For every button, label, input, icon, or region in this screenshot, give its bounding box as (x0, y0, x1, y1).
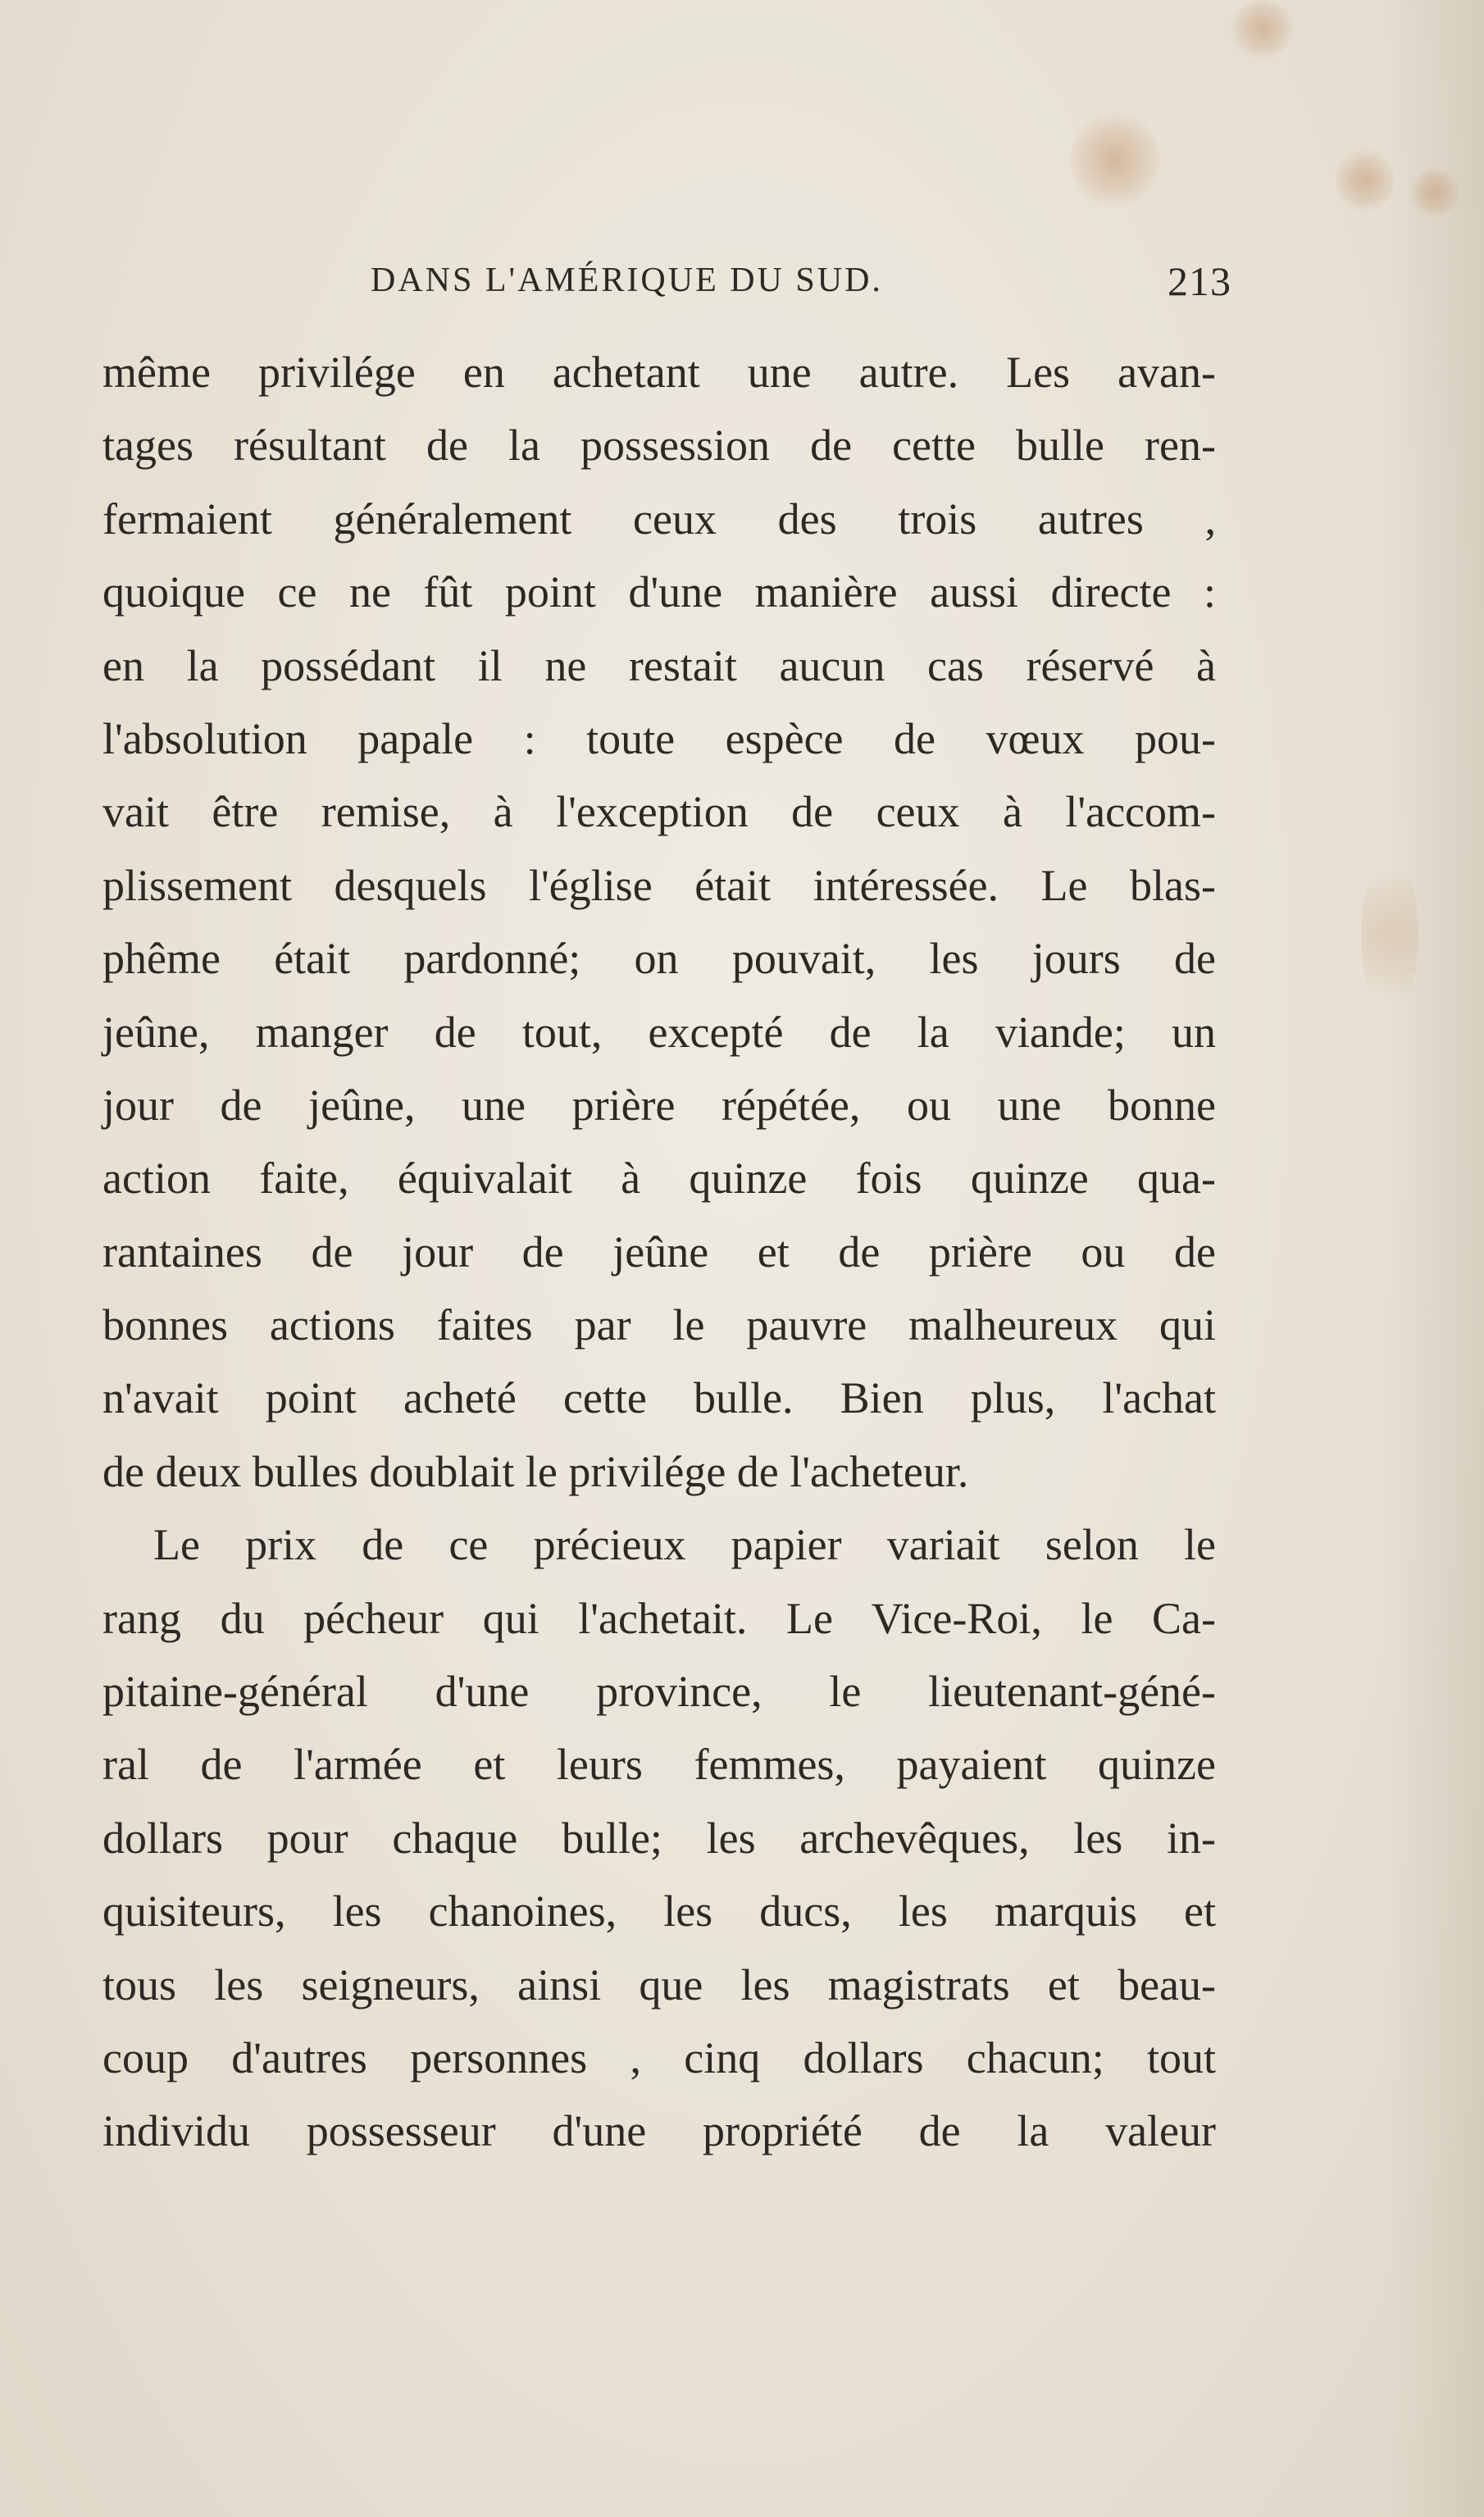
foxing-stain (1410, 168, 1459, 217)
text-line: quisiteurs, les chanoines, les ducs, les marquis et (102, 1887, 1216, 1937)
running-head (371, 258, 1231, 310)
text-line: vait être remise, à l'exception de ceux à l'accom- (102, 787, 1216, 837)
text-line: de deux bulles doublait le privilége de l'acheteur. (102, 1446, 969, 1496)
text-line: jour de jeûne, une prière répétée, ou une bonne (102, 1080, 1216, 1130)
foxing-stain (1230, 0, 1295, 57)
text-line: rantaines de jour de jeûne et de prière ou de (102, 1227, 1216, 1277)
text-line: quoique ce ne fût point d'une manière aussi directe : (102, 567, 1216, 617)
text-line: dollars pour chaque bulle; les archevêques, les in- (102, 1813, 1216, 1863)
text-line: fermaient généralement ceux des trois autres , (102, 494, 1216, 544)
text-line: action faite, équivalait à quinze fois quinze qua- (102, 1154, 1216, 1204)
text-line: tous les seigneurs, ainsi que les magistrats et beau- (102, 1959, 1216, 2010)
page-edge-shadow (1386, 0, 1484, 2517)
text-line: coup d'autres personnes , cinq dollars chacun; tout (102, 2032, 1216, 2082)
text-line: individu possesseur d'une propriété de la valeur (102, 2106, 1216, 2156)
running-head-title: DANS L'AMÉRIQUE DU SUD. (371, 262, 883, 299)
text-line: tages résultant de la possession de cette bulle ren- (102, 421, 1216, 471)
text-line: l'absolution papale : toute espèce de vœux pou- (102, 713, 1216, 763)
text-line: rang du pécheur qui l'achetait. Le Vice-Roi, le Ca- (102, 1593, 1216, 1643)
text-line: plissement desquels l'église était intéressée. Le blas- (102, 860, 1216, 910)
text-line: phême était pardonné; on pouvait, les jours de (102, 934, 1216, 984)
text-line: n'avait point acheté cette bulle. Bien plus, l'achat (102, 1373, 1216, 1423)
text-line: ral de l'armée et leurs femmes, payaient quinze (102, 1740, 1216, 1790)
foxing-stain (1361, 853, 1418, 1017)
body-text (102, 336, 1216, 2169)
page-number: 213 (1168, 258, 1231, 304)
foxing-stain (1070, 111, 1160, 209)
text-line: Le prix de ce précieux papier variait selon le (153, 1520, 1216, 1570)
foxing-stain (1336, 148, 1394, 213)
text-line: bonnes actions faites par le pauvre malheureux qui (102, 1300, 1216, 1350)
text-line: jeûne, manger de tout, excepté de la viande; un (102, 1007, 1216, 1057)
text-line: même privilége en achetant une autre. Les avan- (102, 348, 1216, 397)
text-line: en la possédant il ne restait aucun cas réservé à (102, 640, 1216, 690)
text-line: pitaine-général d'une province, le lieutenant-géné- (102, 1667, 1216, 1717)
